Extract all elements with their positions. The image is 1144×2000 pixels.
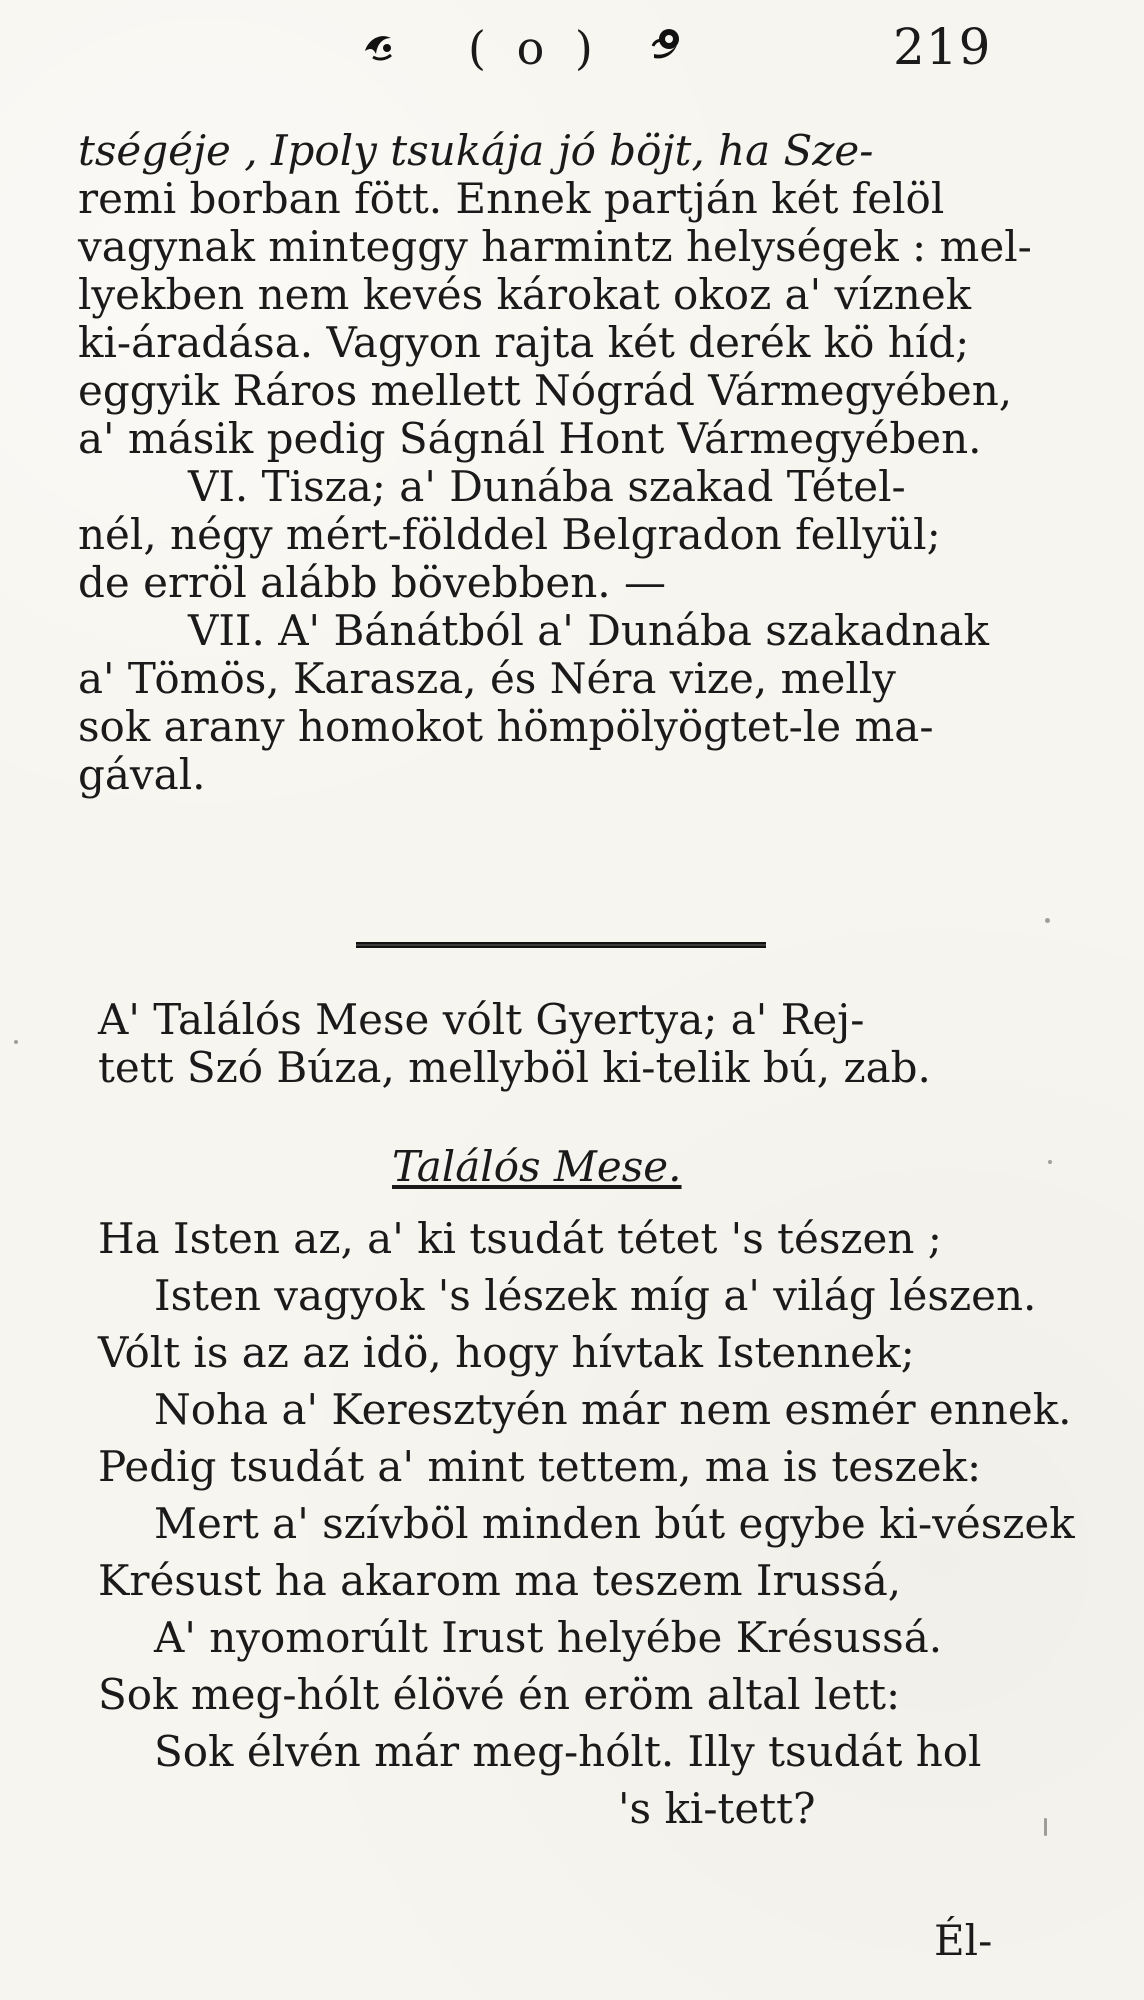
poem-tail-line: 's ki-tett? [618, 1784, 816, 1833]
poem-line: Isten vagyok 's lészek míg a' világ lészen. [154, 1271, 1037, 1320]
paper-speck [14, 1040, 18, 1044]
paper-speck [1048, 1160, 1052, 1164]
left-ornament-icon [357, 24, 399, 66]
main-text-line: eggyik Ráros mellett Nógrád Vármegyében, [78, 366, 1013, 415]
main-text-line: nél, négy mért-földdel Belgradon fellyül; [78, 510, 941, 559]
main-text-line: a' Tömös, Karasza, és Néra vize, melly [78, 654, 896, 703]
main-text-line: remi borban fött. Ennek partján két felöl [78, 174, 945, 223]
section-heading-line: VII. A' Bánátból a' Dunába szakadnak [188, 606, 989, 655]
poem-line: A' nyomorúlt Irust helyébe Krésussá. [154, 1613, 943, 1662]
poem-line: Ha Isten az, a' ki tsudát tétet 's tészen ; [98, 1214, 942, 1263]
answer-line: tett Szó Búza, mellyböl ki-telik bú, zab. [98, 1043, 931, 1092]
main-text-block [78, 127, 1058, 799]
riddle-title: Találós Mese. [392, 1142, 682, 1191]
main-text-line: ki-áradása. Vagyon rajta két derék kö híd; [78, 318, 970, 367]
catchword: Él- [934, 1916, 993, 1965]
answer-block [98, 996, 1058, 1092]
header-mark: ( o ) [468, 21, 601, 75]
poem-line: Noha a' Keresztyén már nem esmér ennek. [154, 1385, 1072, 1434]
poem-line: Mert a' szívböl minden bút egybe ki-vészek [154, 1499, 1075, 1548]
page-header [0, 18, 1144, 88]
main-text-line: de erröl alább bövebben. — [78, 558, 666, 607]
right-ornament-icon [645, 24, 687, 66]
main-text-line: gával. [78, 750, 206, 799]
answer-line: A' Találós Mese vólt Gyertya; a' Rej- [98, 995, 865, 1044]
main-text-line: sok arany homokot hömpölyögtet-le ma- [78, 702, 934, 751]
poem-line: Pedig tsudát a' mint tettem, ma is teszek: [98, 1442, 982, 1491]
poem-line: Sok élvén már meg-hólt. Illy tsudát hol [154, 1727, 982, 1776]
section-heading-line: VI. Tisza; a' Dunába szakad Tétel- [188, 462, 906, 511]
section-divider [356, 935, 766, 953]
poem-line: Krésust ha akarom ma teszem Irussá, [98, 1556, 902, 1605]
poem-line: Vólt is az az idö, hogy hívtak Istennek; [98, 1328, 915, 1377]
main-text-line: a' másik pedig Ságnál Hont Vármegyében. [78, 414, 982, 463]
paper-speck [1044, 1818, 1047, 1836]
paper-speck [1045, 918, 1050, 923]
main-text-line: vagynak minteggy harmintz helységek : mel- [78, 222, 1032, 271]
main-text-line: tségéje , Ipoly tsukája jó böjt, ha Sze- [78, 126, 874, 175]
riddle-poem [98, 1210, 1075, 1837]
main-text-line: lyekben nem kevés károkat okoz a' víznek [78, 270, 972, 319]
poem-line: Sok meg-hólt élövé én eröm altal lett: [98, 1670, 901, 1719]
page-number: 219 [893, 18, 992, 76]
